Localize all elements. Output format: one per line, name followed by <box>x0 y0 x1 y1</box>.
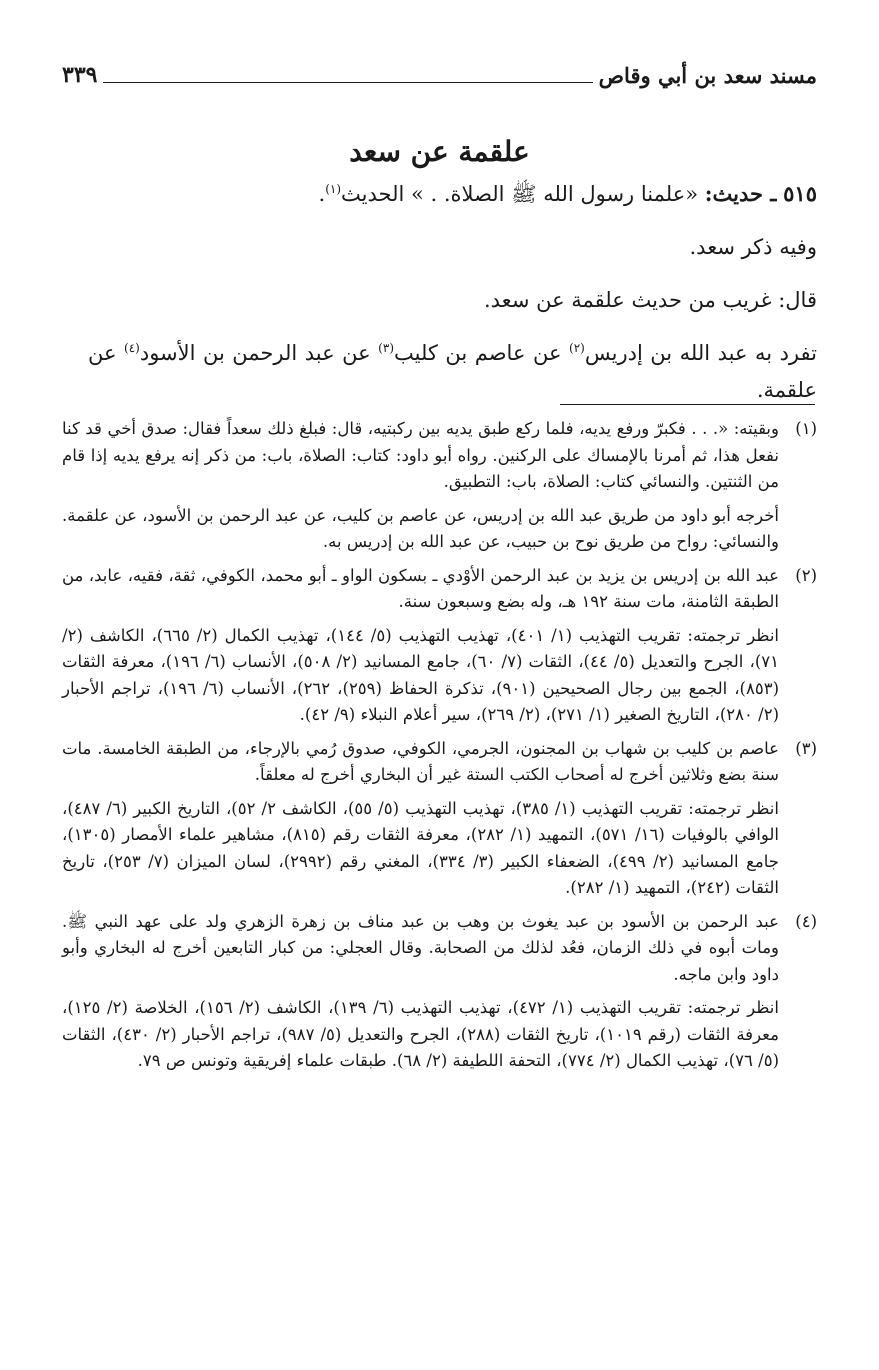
hadith-label: ـ حديث: <box>704 181 777 206</box>
body-paragraph: وفيه ذكر سعد. <box>689 235 817 259</box>
footnote-paragraph: عاصم بن كليب بن شهاب بن المجنون، الجرمي، الكوفي، صدوق رُمي بالإرجاء، من الطبقة الخامسة. مات سنة بضع وثلاثين أخرج له أصحاب الكتب الستة غير أن البخاري أخرج له معلقاً. <box>62 738 779 784</box>
body-paragraph: تفرد به عبد الله بن إدريس$^{(٢)}$ عن عاصم بن كليب$^{(٣)}$ عن عبد الرحمن بن الأسود$^{(٤)}$ عن علقمة. <box>88 341 817 402</box>
footnote-number: (٢) <box>795 565 817 585</box>
footnote-paragraph: انظر ترجمته: تقريب التهذيب (١/ ٤٧٢)، تهذيب التهذيب (٦/ ١٣٩)، الكاشف (٢/ ١٥٦)، الخلاصة (٢/ ١٢٥)، معرفة الثقات (رقم ١٠١٩)، تاريخ الثقات (٢٨٨)، الجرح والتعديل (٥/ ٩٨٧)، تراجم الأحبار (٢/ ٤٣٠)، الثقات (٥/ ٧٦)، تهذيب الكمال (٢/ ٧٧٤)، التحفة اللطيفة (٢/ ٦٨). طبقات علماء إفريقية وتونس ص ٧٩. <box>62 998 779 1070</box>
footnote-paragraph: انظر ترجمته: تقريب التهذيب (١/ ٣٨٥)، تهذيب التهذيب (٥/ ٥٥)، الكاشف ٢/ ٥٢)، التاريخ الكبير (٦/ ٤٨٧)، الوافي بالوفيات (١٦/ ٥٧١)، التمهيد (١/ ٢٨٢)، معرفة الثقات رقم (٨١٥)، مشاهير علماء الأمصار (١٣٠٥)، جامع المسانيد (٢/ ٤٩٩)، الضعفاء الكبير (٣/ ٣٣٤)، المغني رقم (٢٩٩٢)، لسان الميزان (٧/ ٢٥٣)، تاريخ الثقات (٢٤٢)، التمهيد (١/ ٢٨٢). <box>62 798 779 897</box>
footnote <box>62 909 817 1075</box>
footnote-number: (١) <box>795 419 817 438</box>
section-title: علقمة عن سعد <box>349 135 530 168</box>
hadith-text: «علمنا رسول الله ﷺ الصلاة. . » الحديث <box>341 182 699 206</box>
footnote <box>62 416 817 556</box>
footnote-paragraph: عبد الرحمن بن الأسود بن عبد يغوث بن وهب بن عبد مناف بن زهرة الزهري ولد على عهد النبي ﷺ. ومات أبوه في ذلك الزمان، فعُد لذلك من الصحابة. وقال العجلي: من كبار التابعين أخرج له البخاري وأبو داود وابن ماجه. <box>62 911 779 984</box>
footnotes <box>62 416 817 1082</box>
footnote-marker[interactable]: (٤) <box>124 341 140 355</box>
body-paragraph: قال: غريب من حديث علقمة عن سعد. <box>483 288 817 312</box>
footnote-marker[interactable]: (٢) <box>569 341 585 355</box>
footnote-separator <box>560 404 815 405</box>
footnote <box>62 563 817 729</box>
page-number: ٣٣٩ <box>62 62 98 88</box>
footnote-number: (٤) <box>795 911 817 931</box>
footnote-paragraph: عبد الله بن إدريس بن يزيد بن عبد الرحمن الأوْدي ـ بسكون الواو ـ أبو محمد، الكوفي، ثقة، فقيه، عابد، من الطبقة الثامنة، مات سنة ١٩٢ هـ، وله بضع وسبعون سنة. <box>62 565 779 611</box>
running-title: مسند سعد بن أبي وقاص <box>598 63 817 88</box>
footnote-number: (٣) <box>795 738 817 758</box>
hadith-paragraph: ٥١٥ ـ حديث: «علمنا رسول الله ﷺ الصلاة. . » الحديث$^{(١)}$. <box>318 181 817 206</box>
main-text <box>88 175 817 409</box>
footnote-paragraph: وبقيته: «. . . فكبرّ ورفع يديه، فلما ركع طبق يديه بين ركبتيه، قال: فبلغ ذلك سعداً فقال: صدق أخي قد كنا نفعل هذا، ثم أمرنا بالإمساك على الركنين. رواه أبو داود: كتاب: الصلاة، باب: من ذكر إنه يرفع يديه إذا قام من الثنتين. والنسائي كتاب: الصلاة، باب: التطبيق. <box>62 419 779 491</box>
footnote-paragraph: انظر ترجمته: تقريب التهذيب (١/ ٤٠١)، تهذيب التهذيب (٥/ ١٤٤)، تهذيب الكمال (٢/ ٦٦٥)، الكاشف (٢/ ٧١)، الجرح والتعديل (٥/ ٤٤)، الثقات (٧/ ٦٠)، جامع المسانيد (٢/ ٥٠٨)، الأنساب (٦/ ١٩٦)، معرفة الثقات (٨٥٣)، الجمع بين رجال الصحيحين (٩٠١)، تذكرة الحفاظ (٢٥٩)، ٢٦٢)، الأنساب (٦/ ١٩٦)، تراجم الأحبار (٢/ ٢٨٠)، التاريخ الصغير (١/ ٢٧١)، (٢/ ٢٦٩)، سير أعلام النبلاء (٩/ ٤٢). <box>62 625 780 724</box>
hadith-number: ٥١٥ <box>783 181 817 206</box>
footnote-paragraph: أخرجه أبو داود من طريق عبد الله بن إدريس، عن عاصم بن كليب، عن عبد الرحمن بن الأسود، عن علقمة. والنسائي: رواح من طريق نوح بن حبيب، عن عبد الله بن إدريس به. <box>62 505 779 551</box>
footnote-marker[interactable]: (٣) <box>378 341 394 355</box>
header-rule <box>103 82 592 83</box>
footnote-marker[interactable]: (١) <box>325 182 342 196</box>
running-header <box>62 58 817 88</box>
footnote <box>62 736 817 902</box>
